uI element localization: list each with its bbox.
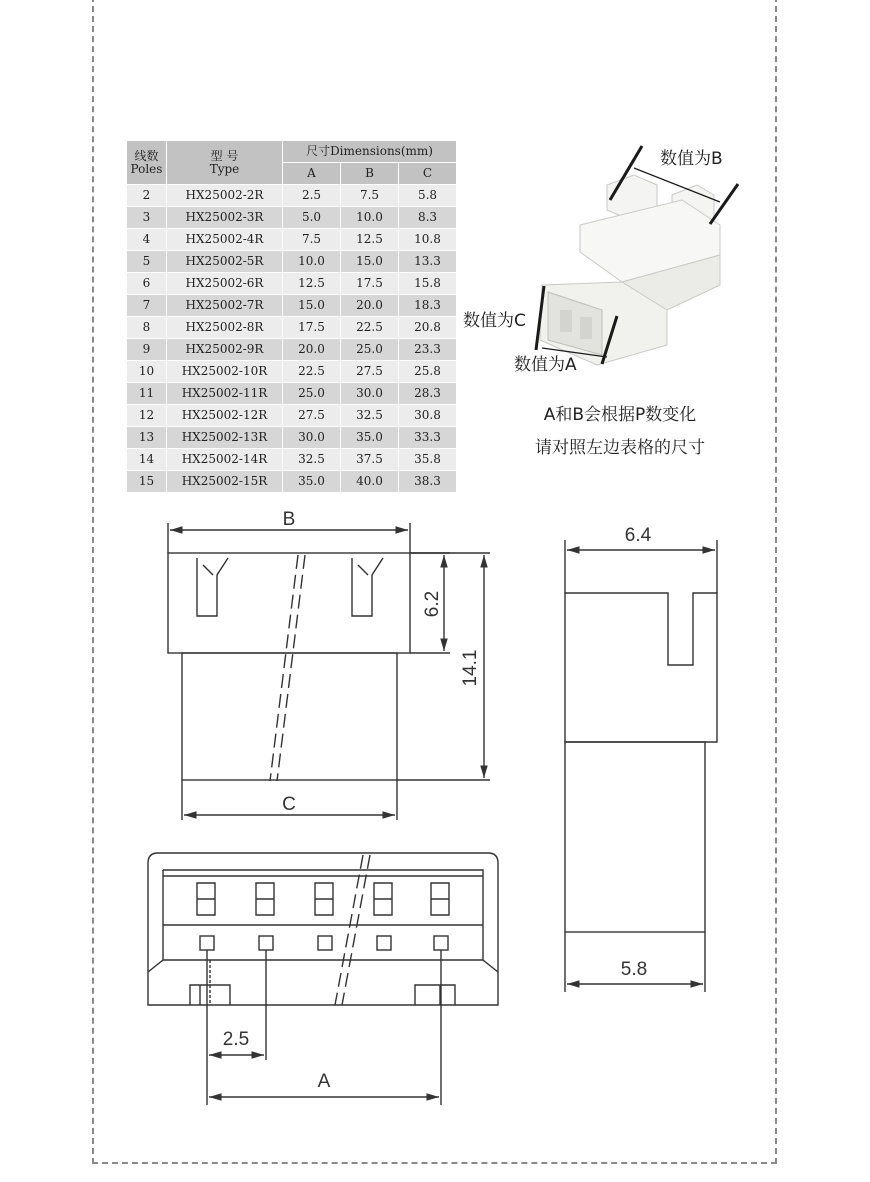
cell-poles: 7 [127,295,167,317]
bottom-feet-inner [200,985,440,1005]
cell-type: HX25002-4R [167,229,283,251]
label-58: 5.8 [620,959,648,980]
cell-a: 7.5 [283,229,341,251]
cell-b: 30.0 [341,383,399,405]
bottom-break-line-1 [335,855,363,1005]
bottom-slot-2 [256,883,274,915]
bottom-slot-1 [197,883,215,915]
cell-a: 20.0 [283,339,341,361]
cell-a: 10.0 [283,251,341,273]
bottom-pin-2 [259,936,273,950]
header-type-cn: 型 号 [210,148,239,163]
bottom-pin-4 [377,936,391,950]
cell-c: 30.8 [399,405,457,427]
front-latch-left-notch [203,565,213,575]
front-view [168,523,490,820]
header-dimensions: 尺寸Dimensions(mm) [283,141,457,163]
cell-b: 35.0 [341,427,399,449]
cell-poles: 12 [127,405,167,427]
cell-poles: 3 [127,207,167,229]
photo-label-a: 数值为A [514,355,577,375]
cell-c: 38.3 [399,471,457,493]
cell-c: 10.8 [399,229,457,251]
bottom-pin-3 [318,936,332,950]
cell-a: 35.0 [283,471,341,493]
bottom-slot-4 [374,883,392,915]
cell-poles: 11 [127,383,167,405]
label-25: 2.5 [222,1029,250,1050]
cell-b: 27.5 [341,361,399,383]
header-c: C [399,163,457,185]
cell-type: HX25002-2R [167,185,283,207]
header-a: A [283,163,341,185]
cell-b: 40.0 [341,471,399,493]
front-break-line-1 [270,555,298,781]
cell-b: 12.5 [341,229,399,251]
bottom-slot-5 [431,883,449,915]
cell-a: 27.5 [283,405,341,427]
cell-type: HX25002-3R [167,207,283,229]
side-lower-body [565,742,705,932]
cell-a: 2.5 [283,185,341,207]
note-line-2: 请对照左边表格的尺寸 [535,438,705,458]
label-a: A [317,1071,331,1092]
label-c: C [282,794,296,815]
bottom-pin-5 [434,936,448,950]
cell-c: 20.8 [399,317,457,339]
cell-c: 23.3 [399,339,457,361]
cell-c: 35.8 [399,449,457,471]
cell-c: 28.3 [399,383,457,405]
cell-b: 20.0 [341,295,399,317]
cell-c: 33.3 [399,427,457,449]
cell-b: 22.5 [341,317,399,339]
cell-type: HX25002-9R [167,339,283,361]
cell-c: 25.8 [399,361,457,383]
header-type-en: Type [209,161,240,176]
cell-a: 25.0 [283,383,341,405]
cell-type: HX25002-14R [167,449,283,471]
cell-b: 15.0 [341,251,399,273]
label-b: B [282,509,296,530]
cell-poles: 9 [127,339,167,361]
cell-type: HX25002-7R [167,295,283,317]
cell-b: 17.5 [341,273,399,295]
cell-poles: 4 [127,229,167,251]
cell-a: 32.5 [283,449,341,471]
cell-c: 18.3 [399,295,457,317]
front-break-line-2 [277,555,305,781]
bottom-inner-shell [148,870,498,972]
cell-poles: 2 [127,185,167,207]
bottom-slots [197,883,449,915]
bottom-break-line-2 [342,855,370,1005]
cell-poles: 5 [127,251,167,273]
cell-b: 32.5 [341,405,399,427]
front-lower-body [182,653,397,780]
photo-label-c: 数值为C [463,311,526,331]
bottom-pin-1 [200,936,214,950]
side-upper-block [565,593,717,742]
cell-poles: 8 [127,317,167,339]
cell-b: 37.5 [341,449,399,471]
photo-label-b: 数值为B [660,149,723,169]
cell-b: 7.5 [341,185,399,207]
front-latch-right [352,558,383,616]
front-latch-left [197,558,228,616]
cell-b: 25.0 [341,339,399,361]
side-view [565,540,717,992]
label-64: 6.4 [624,525,652,546]
cell-type: HX25002-8R [167,317,283,339]
cell-poles: 10 [127,361,167,383]
cell-type: HX25002-12R [167,405,283,427]
cell-type: HX25002-6R [167,273,283,295]
bottom-pin-holes [200,936,448,950]
header-poles-en: Poles [130,161,163,176]
header-b: B [341,163,399,185]
cell-a: 12.5 [283,273,341,295]
cell-poles: 15 [127,471,167,493]
cell-c: 5.8 [399,185,457,207]
cell-poles: 6 [127,273,167,295]
cell-poles: 14 [127,449,167,471]
cell-type: HX25002-5R [167,251,283,273]
cell-c: 13.3 [399,251,457,273]
cell-a: 30.0 [283,427,341,449]
label-141: 14.1 [460,649,481,687]
cell-poles: 13 [127,427,167,449]
cell-c: 15.8 [399,273,457,295]
cell-a: 5.0 [283,207,341,229]
cell-a: 22.5 [283,361,341,383]
cell-c: 8.3 [399,207,457,229]
header-poles-cn: 线数 [134,148,159,163]
note-line-1: A和B会根据P数变化 [543,405,697,425]
bottom-feet [190,985,455,1005]
cell-type: HX25002-13R [167,427,283,449]
cell-a: 15.0 [283,295,341,317]
cell-type: HX25002-15R [167,471,283,493]
front-top-block [168,553,410,653]
cell-type: HX25002-10R [167,361,283,383]
cell-type: HX25002-11R [167,383,283,405]
label-62: 6.2 [422,590,443,618]
cell-a: 17.5 [283,317,341,339]
cell-b: 10.0 [341,207,399,229]
bottom-view [148,853,498,1105]
bottom-slot-3 [315,883,333,915]
front-latch-right-notch [358,565,368,575]
